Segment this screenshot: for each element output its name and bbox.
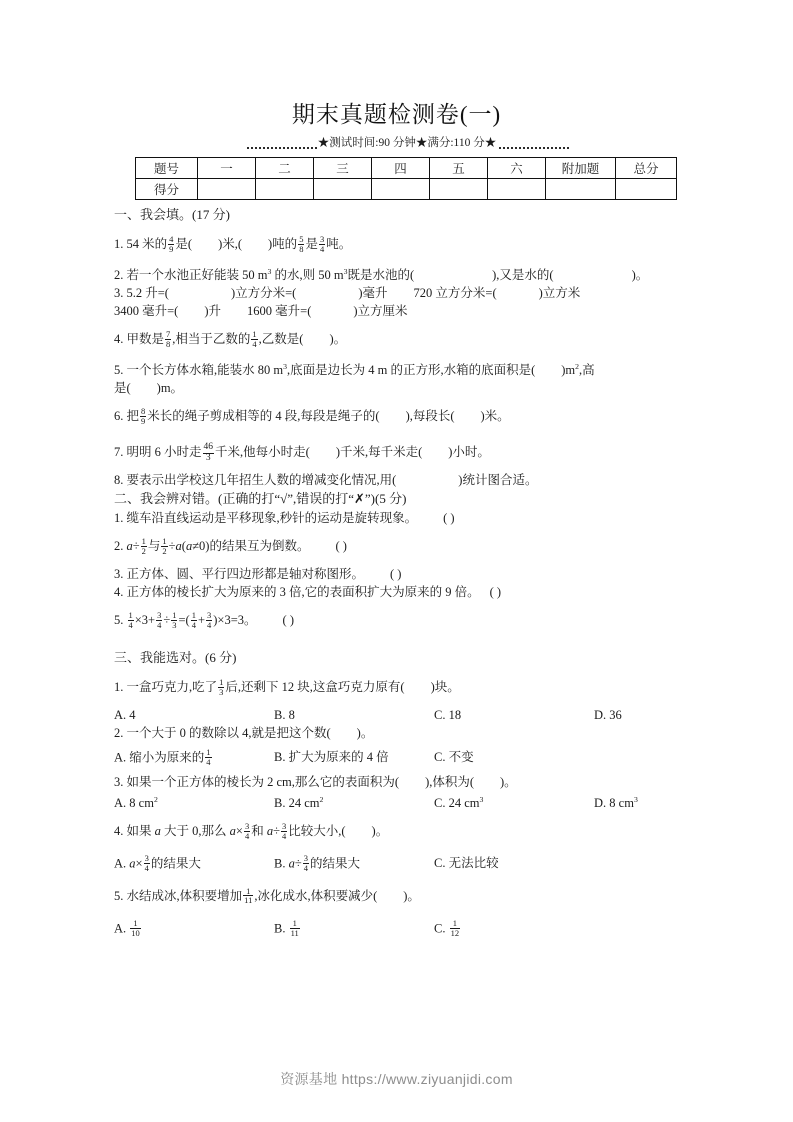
- row-label-question-no: 题号: [136, 158, 198, 179]
- fraction: $\frac{3}{4}$: [244, 820, 250, 841]
- section-one-q3-line1: 3. 5.2 升=( )立方分米=( )毫升 720 立方分米=( )立方米: [114, 286, 581, 301]
- exam-info-text: ★测试时间:90 分钟★满分:110 分★: [317, 137, 497, 149]
- fraction: $\frac{1}{12}$: [450, 917, 460, 938]
- fraction: $\frac{3}{4}$: [281, 820, 287, 841]
- section-two-q1: 1. 缆车沿直线运动是平移现象,秒针的运动是旋转现象。 ( ): [114, 511, 455, 526]
- true-false-mark[interactable]: ( ): [390, 567, 402, 582]
- section-three-q3: 3. 如果一个正方体的棱长为 2 cm,那么它的表面积为( ),体积为( )。: [114, 774, 517, 789]
- fraction: $\frac{1}{4}$: [128, 610, 133, 630]
- superscript: 3: [479, 794, 484, 804]
- superscript: 3: [633, 794, 638, 804]
- table-row: [136, 179, 677, 200]
- option-d[interactable]: D. 8 $cm^3$: [594, 794, 638, 811]
- section-one-q3-line2: 3400 毫升=( )升 1600 毫升=( )立方厘米: [114, 304, 408, 319]
- section-one-q1: 1. 54 米的 $\frac{4}{9}$ 是( )米,( )吨的 $\frac{5}{8}$ 是 $\frac{3}{4}$ 吨。: [114, 233, 352, 254]
- superscript: 3: [283, 362, 287, 372]
- fraction: $\frac{3}{4}$: [319, 233, 325, 254]
- fraction: $\frac{1}{11}$: [244, 885, 253, 906]
- col-header-4: 四: [372, 158, 430, 179]
- section-one-q7: 7. 明明 6 小时走 $\frac{46}{3}$ 千米,他每小时走( )千米,每千米走( )小时。: [114, 442, 490, 464]
- superscript: 3: [267, 267, 272, 276]
- fraction: $\frac{1}{2}$: [162, 536, 167, 556]
- section-two-q3: 3. 正方体、圆、平行四边形都是轴对称图形。 ( ): [114, 567, 402, 582]
- fraction: $\frac{3}{4}$: [144, 853, 149, 873]
- section-three-q5-options: [114, 919, 694, 938]
- col-header-total: 总分: [616, 158, 677, 179]
- score-cell-total[interactable]: [616, 179, 677, 200]
- option-b[interactable]: B. 24 $cm^2$: [274, 794, 324, 811]
- section-three-q2: 2. 一个大于 0 的数除以 4,就是把这个数( )。: [114, 726, 374, 741]
- score-cell-3[interactable]: [314, 179, 372, 200]
- option-c[interactable]: C. 24 $cm^3$: [434, 794, 484, 811]
- section-two-q2: 2. a÷ $\frac{1}{2}$ 与 $\frac{1}{2}$ ÷a(a≠0)的结果互为倒数。 ( ): [114, 536, 347, 556]
- true-false-mark[interactable]: ( ): [443, 511, 455, 526]
- section-one-heading: 一、我会填。(17 分): [114, 207, 230, 222]
- section-three-q3-options: [114, 791, 694, 812]
- exam-content: [114, 205, 694, 937]
- score-cell-4[interactable]: [372, 179, 430, 200]
- true-false-mark[interactable]: ( ): [489, 585, 502, 600]
- col-header-5: 五: [430, 158, 488, 179]
- section-two-heading: 二、我会辨对错。(正确的打“√”,错误的打“✗”)(5 分): [114, 491, 407, 507]
- col-header-6: 六: [488, 158, 546, 179]
- superscript: 2: [575, 362, 580, 372]
- superscript: 2: [319, 794, 324, 804]
- option-a[interactable]: A. 4: [114, 708, 136, 723]
- option-c[interactable]: C. 18: [434, 708, 462, 723]
- option-b[interactable]: B. $\frac{1}{11}$: [274, 917, 299, 938]
- option-a[interactable]: A. a× $\frac{3}{4}$ 的结果大: [114, 853, 201, 873]
- section-one-q8: 8. 要表示出学校这几年招生人数的增减变化情况,用( )统计图合适。: [114, 473, 538, 488]
- superscript: 2: [153, 794, 158, 804]
- fraction: $\frac{1}{3}$: [172, 610, 177, 630]
- section-three-q4-options: [114, 854, 694, 873]
- option-c[interactable]: C. $\frac{1}{12}$: [434, 917, 460, 938]
- option-b[interactable]: B. 扩大为原来的 4 倍: [274, 750, 389, 765]
- section-two-q5: 5. $\frac{1}{4}$ ×3+ $\frac{3}{4}$ ÷ $\frac{1}{3}$ =( $\frac{1}{4}$ + $\frac{3}{4}$ )×3=3。 ( ): [114, 610, 294, 630]
- option-b[interactable]: B. a÷ $\frac{3}{4}$ 的结果大: [274, 853, 360, 873]
- score-table: [135, 157, 677, 200]
- score-cell-5[interactable]: [430, 179, 488, 200]
- fraction: $\frac{1}{4}$: [191, 610, 196, 630]
- section-one-q2: 2. 若一个水池正好能装 50 $m^3$ 的水,则 50 $m^3$既是水池的( ),又是水的( )。: [114, 267, 649, 283]
- score-cell-extra[interactable]: [546, 179, 616, 200]
- option-c[interactable]: C. 无法比较: [434, 856, 499, 871]
- fraction: $\frac{1}{10}$: [131, 917, 140, 938]
- section-three-q2-options: [114, 748, 694, 767]
- fraction: $\frac{5}{8}$: [299, 233, 304, 254]
- section-three-heading: 三、我能选对。(6 分): [114, 650, 237, 666]
- option-c[interactable]: C. 不变: [434, 750, 474, 765]
- fraction: $\frac{7}{8}$: [166, 328, 171, 349]
- row-label-score: 得分: [136, 179, 198, 200]
- option-d[interactable]: D. 36: [594, 708, 622, 723]
- exam-info-line: [247, 134, 567, 150]
- option-a[interactable]: A. 缩小为原来的 $\frac{1}{4}$: [114, 747, 211, 768]
- page-title: 期末真题检测卷(一): [291, 102, 502, 127]
- fraction: $\frac{1}{11}$: [290, 917, 299, 938]
- fraction: $\frac{1}{4}$: [206, 747, 211, 768]
- fraction: $\frac{4}{9}$: [169, 233, 174, 254]
- col-header-2: 二: [256, 158, 314, 179]
- fraction: $\frac{3}{4}$: [303, 853, 308, 873]
- fraction: $\frac{8}{9}$: [141, 406, 146, 426]
- fraction: $\frac{1}{2}$: [141, 536, 146, 556]
- section-three-q5: 5. 水结成冰,体积要增加 $\frac{1}{11}$ ,冰化成水,体积要减少( )。: [114, 885, 420, 906]
- watermark: 资源基地 https://www.ziyuanjidi.com: [280, 1071, 513, 1087]
- section-two-q4: 4. 正方体的棱长扩大为原来的 3 倍,它的表面积扩大为原来的 9 倍。 ( ): [114, 585, 502, 600]
- section-three-q1: 1. 一盒巧克力,吃了 $\frac{1}{3}$ 后,还剩下 12 块,这盒巧克力原有( )块。: [114, 677, 460, 697]
- section-one-q6: 6. 把 $\frac{8}{9}$ 米长的绳子剪成相等的 4 段,每段是绳子的( ),每段长( )米。: [114, 406, 510, 426]
- col-header-1: 一: [198, 158, 256, 179]
- true-false-mark[interactable]: ( ): [282, 613, 294, 628]
- section-three-q1-options: [114, 706, 694, 724]
- option-a[interactable]: A. $\frac{1}{10}$: [114, 917, 140, 938]
- true-false-mark[interactable]: ( ): [335, 539, 347, 554]
- superscript: 3: [343, 267, 348, 276]
- fraction: $\frac{3}{4}$: [207, 610, 212, 630]
- fraction: $\frac{3}{4}$: [157, 610, 162, 630]
- col-header-extra: 附加题: [546, 158, 616, 179]
- score-cell-2[interactable]: [256, 179, 314, 200]
- fraction: $\frac{1}{3}$: [219, 677, 224, 697]
- score-cell-6[interactable]: [488, 179, 546, 200]
- option-a[interactable]: A. 8 $cm^2$: [114, 794, 158, 811]
- section-one-q5-line1: 5. 一个长方体水箱,能装水 80 $m^3$,底面是边长为 4 m 的正方形,水箱的底面积是( )$m^2$,高: [114, 362, 595, 378]
- table-row: [136, 158, 677, 179]
- section-one-q5-line2: 是( )m。: [114, 381, 184, 396]
- col-header-3: 三: [314, 158, 372, 179]
- section-one-q4: 4. 甲数是 $\frac{7}{8}$ ,相当于乙数的 $\frac{1}{4}$ ,乙数是( )。: [114, 328, 347, 349]
- option-b[interactable]: B. 8: [274, 708, 295, 723]
- score-cell-1[interactable]: [198, 179, 256, 200]
- fraction: $\frac{46}{3}$: [203, 442, 214, 464]
- fraction: $\frac{1}{4}$: [252, 328, 257, 349]
- section-three-q4: 4. 如果 a 大于 0,那么 a× $\frac{3}{4}$ 和 a÷ $\frac{3}{4}$ 比较大小,( )。: [114, 820, 389, 841]
